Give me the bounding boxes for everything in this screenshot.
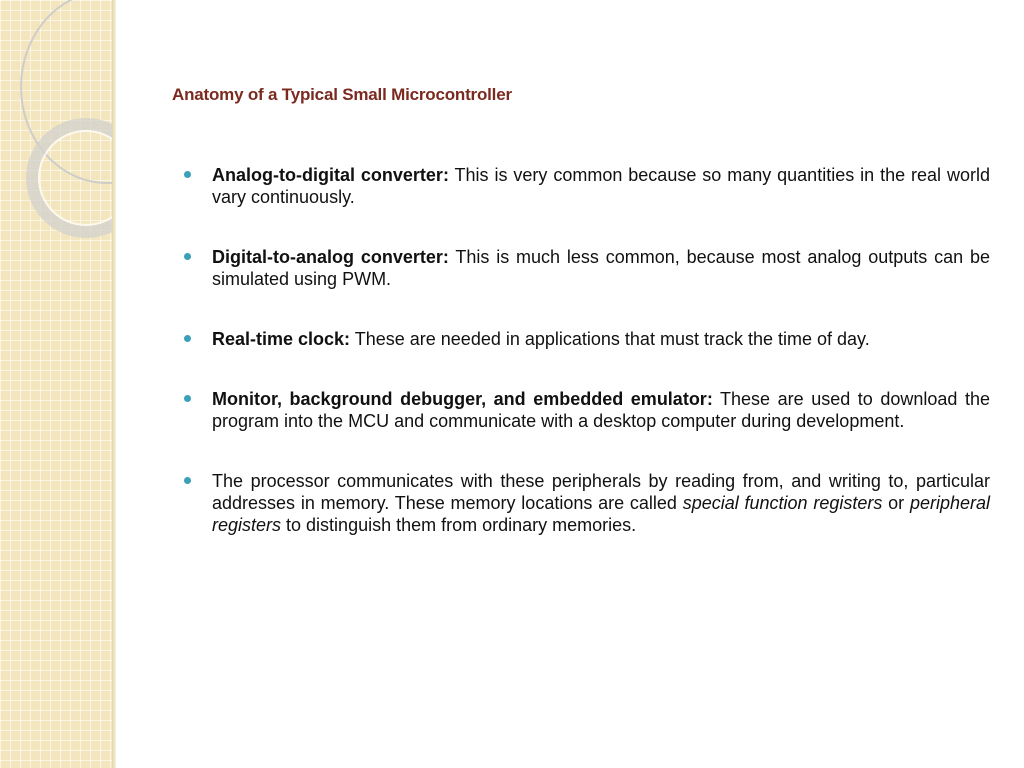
bullet-item-debugger: [184, 388, 990, 432]
bullet-text: These are needed in applications that must track the time of day.: [350, 329, 870, 349]
bullet-text: These are used to download the program into the MCU and communicate with a desktop computer during development.: [212, 389, 990, 431]
bullet-dot-icon: [184, 395, 191, 402]
bullet-text: This is very common because so many quantities in the real world vary continuously.: [212, 165, 990, 207]
bullet-text: or: [882, 493, 910, 513]
bullet-dot-icon: [184, 171, 191, 178]
emphasis-term: special function registers: [682, 493, 883, 513]
bullet-term: Real-time clock:: [212, 329, 351, 349]
bullet-item-dac: [184, 246, 990, 290]
emphasis-term: peripheral registers: [212, 493, 990, 535]
bullet-dot-icon: [184, 335, 191, 342]
bullet-item-rtc: [184, 328, 990, 350]
bullet-item-adc: [184, 164, 990, 208]
bullet-dot-icon: [184, 253, 191, 260]
bullet-text: This is much less common, because most analog outputs can be simulated using PWM.: [212, 247, 990, 289]
bullet-dot-icon: [184, 477, 191, 484]
decorative-side-panel: [0, 0, 112, 768]
bullet-text: The processor communicates with these peripherals by reading from, and writing to, particular addresses in memory. These memory locations are called: [212, 471, 990, 513]
bullet-list: [184, 164, 990, 574]
bullet-term: Analog-to-digital converter:: [212, 165, 449, 185]
slide-title: Anatomy of a Typical Small Microcontroller: [172, 85, 512, 104]
bullet-text: to distinguish them from ordinary memories.: [281, 515, 637, 535]
bullet-term: Monitor, background debugger, and embedded emulator:: [212, 389, 713, 409]
side-panel-edge: [112, 0, 116, 768]
bullet-item-registers: [184, 470, 990, 536]
bullet-term: Digital-to-analog converter:: [212, 247, 449, 267]
